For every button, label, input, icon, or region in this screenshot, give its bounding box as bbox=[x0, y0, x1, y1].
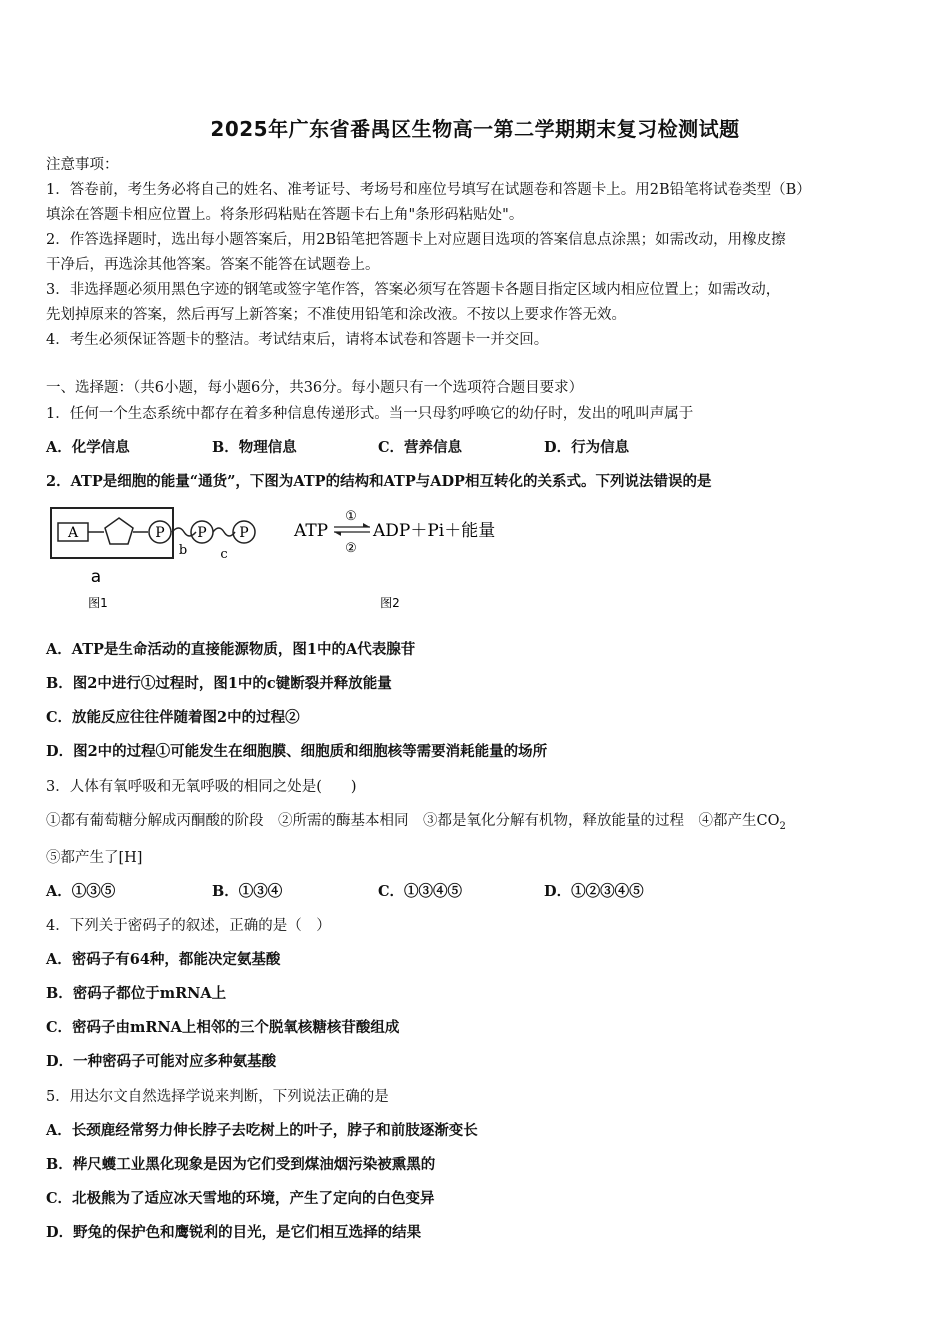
high-energy-bond-b bbox=[172, 528, 196, 536]
option-a[interactable]: A．化学信息 bbox=[46, 439, 130, 456]
option-d[interactable]: D．行为信息 bbox=[544, 439, 630, 456]
equation-left: ATP bbox=[294, 521, 329, 541]
phosphate-3-label: P bbox=[239, 525, 249, 541]
question-5-option-b[interactable]: B．桦尺蠖工业黑化现象是因为它们受到煤油烟污染被熏黑的 bbox=[46, 1156, 436, 1173]
question-4-option-d[interactable]: D．一种密码子可能对应多种氨基酸 bbox=[46, 1053, 277, 1070]
notes-line: 填涂在答题卡相应位置上。将条形码粘贴在答题卡右上角"条形码粘贴处"。 bbox=[46, 207, 524, 223]
option-c[interactable]: C．①③④⑤ bbox=[378, 883, 463, 900]
label-b: b bbox=[178, 543, 188, 558]
notes-line: 4．考生必须保证答题卡的整洁。考试结束后，请将本试卷和答题卡一并交回。 bbox=[46, 332, 549, 348]
question-2-option-b[interactable]: B．图2中进行①过程时，图1中的c键断裂并释放能量 bbox=[46, 675, 392, 692]
label-a: a bbox=[90, 567, 102, 587]
option-d[interactable]: D．①②③④⑤ bbox=[544, 883, 644, 900]
high-energy-bond-c bbox=[213, 528, 235, 536]
question-4-stem: 4．下列关于密码子的叙述，正确的是（ ） bbox=[46, 918, 331, 934]
notes-line: 干净后，再选涂其他答案。答案不能答在试题卷上。 bbox=[46, 257, 380, 273]
question-5-stem: 5．用达尔文自然选择学说来判断，下列说法正确的是 bbox=[46, 1089, 389, 1105]
arrow-label-2: ② bbox=[345, 541, 357, 556]
figure-2-caption: 图2 bbox=[380, 596, 400, 610]
forward-arrowhead bbox=[363, 523, 370, 527]
question-4-option-c[interactable]: C．密码子由mRNA上相邻的三个脱氧核糖核苷酸组成 bbox=[46, 1019, 400, 1036]
notes-line: 2．作答选择题时，选出每小题答案后，用2B铅笔把答题卡上对应题目选项的答案信息点涂黑；如需改动，用橡皮擦 bbox=[46, 232, 786, 248]
question-3-items bbox=[46, 809, 786, 832]
question-2-option-a[interactable]: A．ATP是生命活动的直接能源物质，图1中的A代表腺苷 bbox=[46, 641, 416, 658]
label-c: c bbox=[220, 547, 228, 562]
option-c[interactable]: C．营养信息 bbox=[378, 439, 463, 456]
phosphate-2-label: P bbox=[197, 525, 207, 541]
page-title: 2025年广东省番禺区生物高一第二学期期末复习检测试题 bbox=[210, 117, 740, 141]
reverse-arrowhead bbox=[334, 532, 341, 536]
question-5-option-d[interactable]: D．野兔的保护色和鹰锐利的目光，是它们相互选择的结果 bbox=[46, 1224, 422, 1241]
notes-line: 先划掉原来的答案，然后再写上新答案；不准使用铅笔和涂改液。不按以上要求作答无效。 bbox=[46, 307, 626, 323]
question-5-option-a[interactable]: A．长颈鹿经常努力伸长脖子去吃树上的叶子，脖子和前肢逐渐变长 bbox=[46, 1122, 478, 1139]
notes-heading: 注意事项： bbox=[46, 157, 119, 173]
arrow-label-1: ① bbox=[345, 509, 357, 524]
question-2-option-c[interactable]: C．放能反应往往伴随着图2中的过程② bbox=[46, 709, 300, 726]
question-4-option-b[interactable]: B．密码子都位于mRNA上 bbox=[46, 985, 227, 1002]
question-3-stem: 3．人体有氧呼吸和无氧呼吸的相同之处是( ) bbox=[46, 779, 357, 795]
ribose-pentagon bbox=[105, 518, 133, 544]
question-4-option-a[interactable]: A．密码子有64种，都能决定氨基酸 bbox=[46, 951, 281, 968]
phosphate-1-label: P bbox=[155, 525, 165, 541]
option-a[interactable]: A．①③⑤ bbox=[46, 883, 116, 900]
notes-line: 3．非选择题必须用黑色字迹的钢笔或签字笔作答，答案必须写在答题卡各题目指定区域内相应位置上；如需改动， bbox=[46, 282, 781, 298]
question-3-items-2: ⑤都产生了[H] bbox=[46, 850, 143, 866]
equation-right: ADP＋Pi＋能量 bbox=[373, 521, 496, 541]
atp-figure bbox=[46, 500, 526, 620]
question-5-option-c[interactable]: C．北极熊为了适应冰天雪地的环境，产生了定向的白色变异 bbox=[46, 1190, 435, 1207]
question-2-stem: 2．ATP是细胞的能量“通货”，下图为ATP的结构和ATP与ADP相互转化的关系式。下列说法错误的是 bbox=[46, 473, 712, 490]
co2-subscript: 2 bbox=[779, 820, 786, 832]
adenine-label: A bbox=[67, 525, 79, 541]
option-b[interactable]: B．物理信息 bbox=[212, 439, 297, 456]
section-heading: 一、选择题：（共6小题，每小题6分，共36分。每小题只有一个选项符合题目要求） bbox=[46, 380, 584, 396]
question-2-option-d[interactable]: D．图2中的过程①可能发生在细胞膜、细胞质和细胞核等需要消耗能量的场所 bbox=[46, 743, 548, 760]
question-3-items-text: ①都有葡萄糖分解成丙酮酸的阶段 ②所需的酶基本相同 ③都是氧化分解有机物，释放能量的过程 ④都产生CO bbox=[46, 813, 780, 829]
notes-line: 1．答卷前，考生务必将自己的姓名、准考证号、考场号和座位号填写在试题卷和答题卡上。用2B铅笔将试卷类型（B） bbox=[46, 182, 811, 198]
question-1-options bbox=[46, 436, 710, 457]
question-1-stem: 1．任何一个生态系统中都存在着多种信息传递形式。当一只母豹呼唤它的幼仔时，发出的吼叫声属于 bbox=[46, 406, 694, 422]
option-b[interactable]: B．①③④ bbox=[212, 883, 283, 900]
question-3-options bbox=[46, 880, 710, 901]
figure-1-caption: 图1 bbox=[88, 596, 108, 610]
